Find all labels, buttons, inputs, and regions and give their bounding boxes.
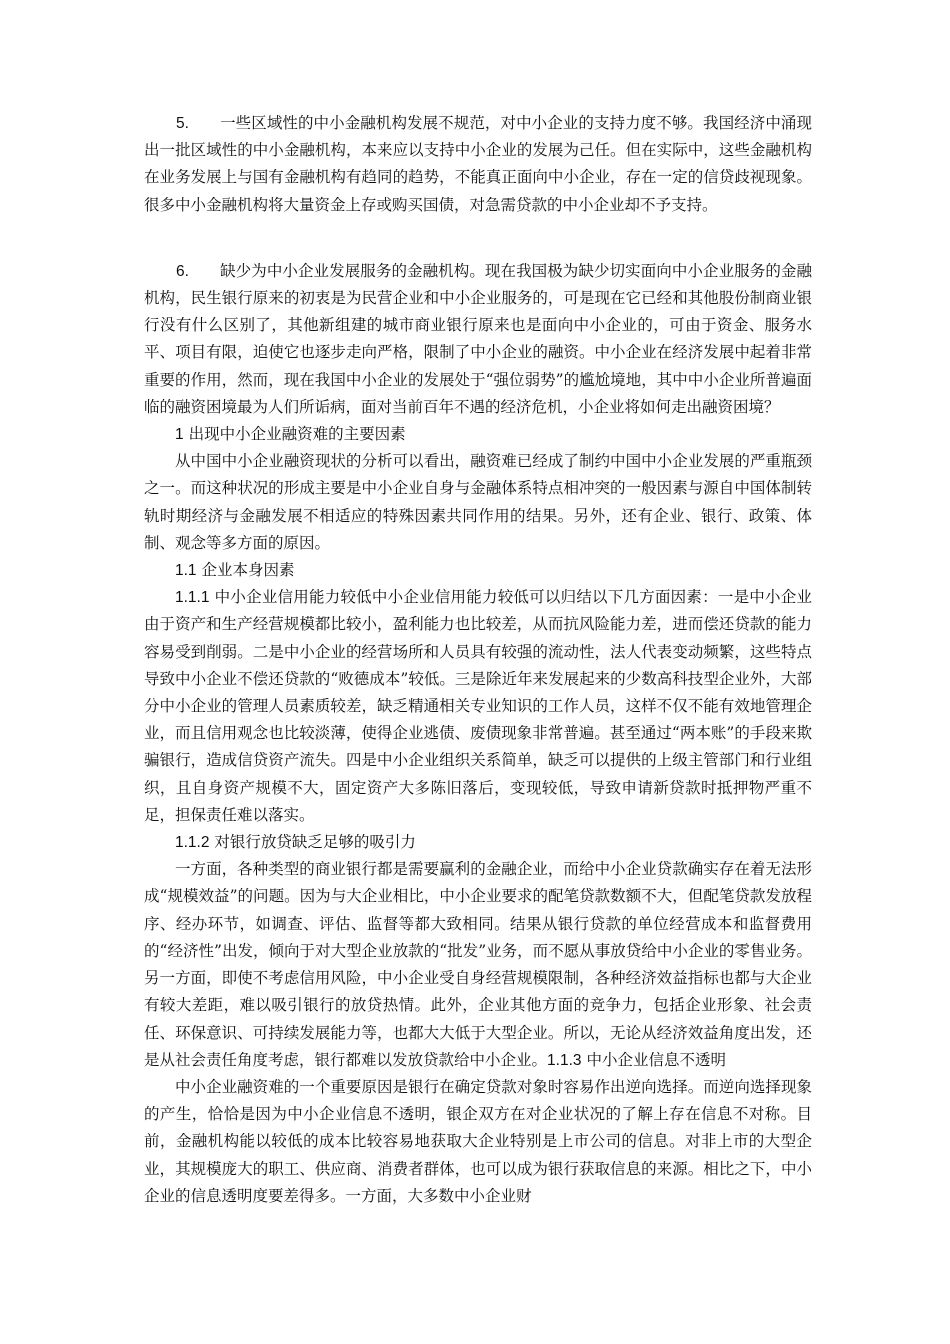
paragraph-9-text: 一方面，各种类型的商业银行都是需要赢利的金融企业，而给中小企业贷款确实存在着无法形成“规模效益”的问题。因为与大企业相比，中小企业要求的配笔贷款数额不大，但配笔贷款发放程序、经办环节，如调查、评估、监督等都大致相同。结果从银行贷款的单位经营成本和监督费用的“经济性”出发，倾向于对大型企业放款的“批发”业务，而不愿从事放贷给中小企业的零售业务。另一方面，即使不考虑信用风险，中小企业受自身经营规模限制，各种经济效益指标也都与大企业有较大差距，难以吸引银行的放贷热情。此外，企业其他方面的竞争力，包括企业形象、社会责任、环保意识、可持续发展能力等，也都大大低于大型企业。所以，无论从经济效益角度出发，还是从社会责任角度考虑，银行都难以发放贷款给中小企业。	[144, 860, 812, 1069]
paragraph-8	[144, 584, 812, 829]
paragraph-6-text: 缺少为中小企业发展服务的金融机构。现在我国极为缺少切实面向中小企业服务的金融机构，民生银行原来的初衷是为民营企业和中小企业服务的，可是现在它已经和其他股份制商业银行没有什么区别了，其他新组建的城市商业银行原来也是面向中小企业的，可由于资金、服务水平、项目有限，迫使它也逐步走向严格，限制了中小企业的融资。中小企业在经济发展中起着非常重要的作用，然而，现在我国中小企业的发展处于“强位弱势”的尴尬境地，其中中小企业所普遍面临的融资困境最为人们所诟病，面对当前百年不遇的经济危机，小企业将如何走出融资困境？	[144, 261, 812, 416]
section-heading-1-1-2-number: 1.1.2	[175, 834, 210, 852]
paragraph-10: 中小企业融资难的一个重要原因是银行在确定贷款对象时容易作出逆向选择。而逆向选择现象的产生，恰恰是因为中小企业信息不透明，银企双方在对企业状况的了解上存在信息不对称。目前，金融机构能以较低的成本比较容易地获取大企业特别是上市公司的信息。对非上市的大型企业，其规模庞大的职工、供应商、消费者群体，也可以成为银行获取信息的来源。相比之下，中小企业的信息透明度要差得多。一方面，大多数中小企业财	[144, 1077, 812, 1205]
section-heading-1	[144, 421, 812, 448]
section-heading-1-text: 出现中小企业融资难的主要因素	[188, 425, 406, 444]
section-heading-1-1-2	[144, 829, 812, 856]
document-page	[144, 110, 812, 1210]
paragraph-7: 从中国中小企业融资现状的分析可以看出，融资难已经成了制约中国中小企业发展的严重瓶颈之一。而这种状况的形成主要是中小企业自身与金融体系特点相冲突的一般因素与源自中国体制转轨时期经济与金融发展不相适应的特殊因素共同作用的结果。另外，还有企业、银行、政策、体制、观念等多方面的原因。	[144, 452, 812, 552]
section-heading-1-1-number: 1.1	[175, 562, 197, 580]
section-heading-1-number: 1	[175, 426, 184, 444]
spacer	[144, 219, 812, 246]
inline-heading-1-1-3-number: 1.1.3	[547, 1051, 582, 1069]
spacer	[144, 246, 812, 258]
paragraph-5	[144, 110, 812, 219]
paragraph-9	[144, 856, 812, 1074]
paragraph-5-number: 5.	[176, 115, 189, 132]
section-heading-1-1-2-text: 对银行放贷缺乏足够的吸引力	[214, 833, 416, 852]
paragraph-6	[144, 258, 812, 421]
paragraph-8-number: 1.1.1	[175, 589, 210, 607]
paragraph-6-number: 6.	[176, 262, 189, 280]
section-heading-1-1	[144, 557, 812, 584]
paragraph-5-text: 一些区域性的中小金融机构发展不规范，对中小企业的支持力度不够。我国经济中涌现出一批区域性的中小金融机构，本来应以支持中小企业的发展为己任。但在实际中，这些金融机构在业务发展上与国有金融机构有趋同的趋势，不能真正面向中小企业，存在一定的信贷歧视现象。很多中小金融机构将大量资金上存或购买国债，对急需贷款的中小企业却不予支持。	[144, 114, 812, 214]
inline-heading-1-1-3-text: 中小企业信息不透明	[586, 1050, 726, 1069]
section-heading-1-1-text: 企业本身因素	[201, 561, 295, 580]
paragraph-8-text: 中小企业信用能力较低中小企业信用能力较低可以归结以下几方面因素：一是中小企业由于资产和生产经营规模都比较小，盈利能力也比较差，从而抗风险能力差，进而偿还贷款的能力容易受到削弱。二是中小企业的经营场所和人员具有较强的流动性，法人代表变动频繁，这些特点导致中小企业不偿还贷款的“败德成本”较低。三是除近年来发展起来的少数高科技型企业外，大部分中小企业的管理人员素质较差，缺乏精通相关专业知识的工作人员，这样不仅不能有效地管理企业，而且信用观念也比较淡薄，使得企业逃债、废债现象非常普遍。甚至通过“两本账”的手段来欺骗银行，造成信贷资产流失。四是中小企业组织关系简单，缺乏可以提供的上级主管部门和行业组织，且自身资产规模不大，固定资产大多陈旧落后，变现较低，导致申请新贷款时抵押物严重不足，担保责任难以落实。	[144, 588, 812, 824]
